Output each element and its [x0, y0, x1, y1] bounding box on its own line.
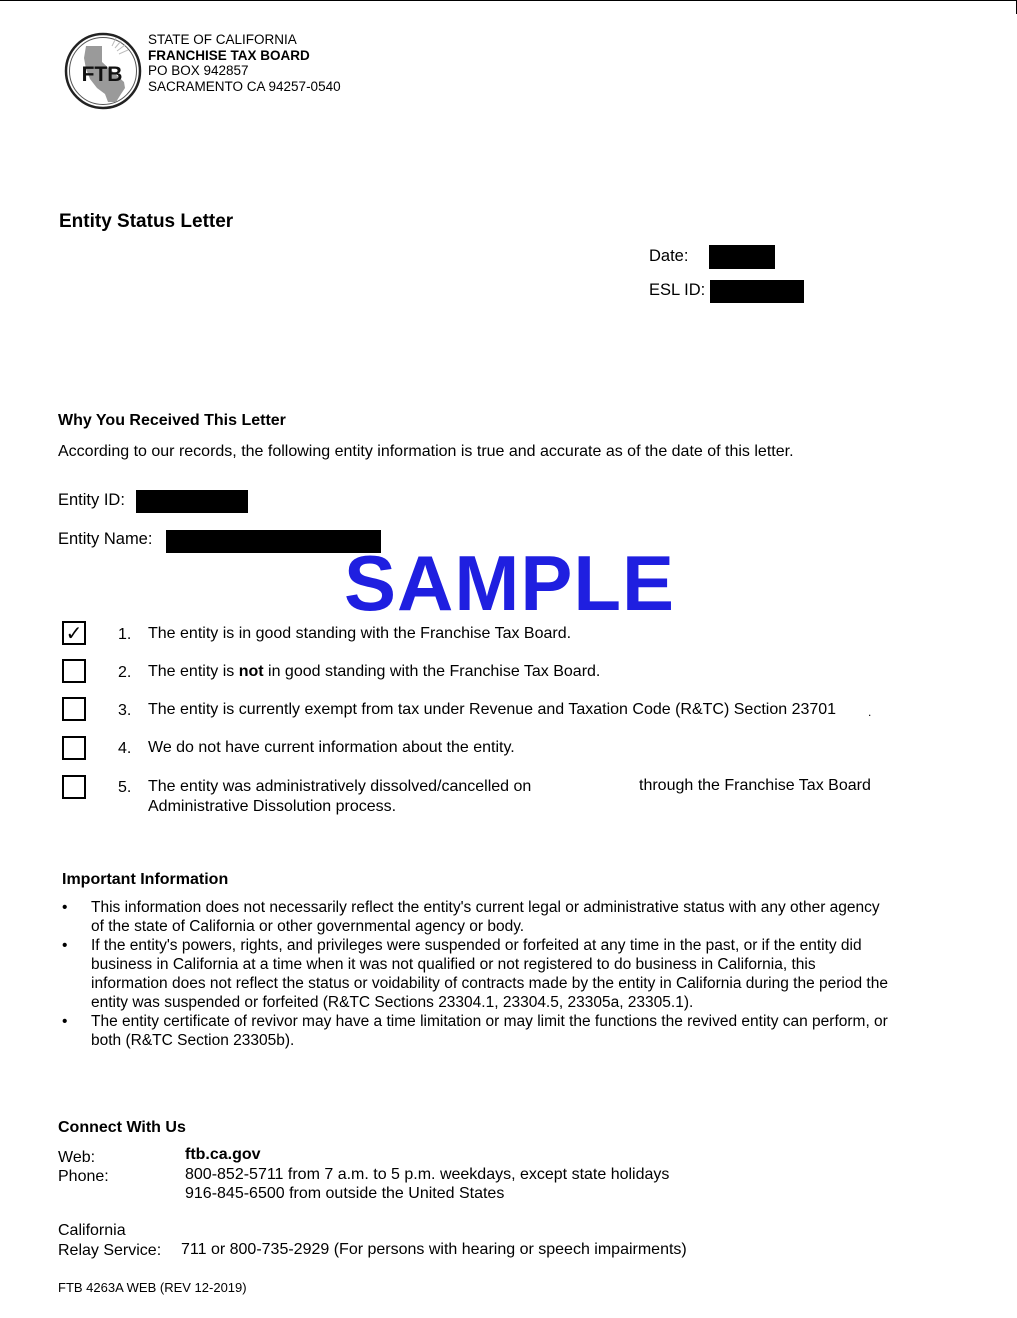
entity-id-label: Entity ID: [58, 491, 125, 509]
list-item [62, 898, 892, 936]
option-number-5: 5. [118, 779, 132, 796]
esl-id-label: ESL ID: [649, 281, 706, 299]
option-text-3: The entity is currently exempt from tax under Revenue and Taxation Code (R&TC) Section 23701 [148, 701, 837, 718]
bullet-icon: • [62, 937, 68, 954]
checkbox-good-standing[interactable]: ✓ [62, 621, 86, 645]
relay-label-line-2: Relay Service: [58, 1242, 162, 1259]
agency-line-city: SACRAMENTO CA 94257-0540 [148, 78, 341, 94]
option-number-4: 4. [118, 740, 132, 757]
list-item [62, 936, 892, 1012]
why-heading: Why You Received This Letter [58, 412, 286, 429]
option-text-4: We do not have current information about the entity. [148, 739, 515, 756]
important-bullet-list [62, 898, 892, 1050]
option-text-1: The entity is in good standing with the Franchise Tax Board. [148, 625, 572, 642]
sample-watermark: SAMPLE [344, 539, 676, 627]
phone-label: Phone: [58, 1168, 109, 1185]
option-number-1: 1. [118, 626, 132, 643]
entity-name-label: Entity Name: [58, 530, 153, 548]
web-label: Web: [58, 1149, 96, 1166]
option-text-5-line2: Administrative Dissolution process. [148, 798, 397, 815]
checkbox-not-good-standing[interactable] [62, 659, 86, 683]
agency-address [148, 32, 341, 94]
web-link[interactable]: ftb.ca.gov [185, 1146, 261, 1163]
option-text-5-right: through the Franchise Tax Board [639, 777, 871, 794]
bullet-icon: • [62, 899, 68, 916]
date-redaction [709, 245, 775, 269]
relay-value: 711 or 800-735-2929 (For persons with hearing or speech impairments) [181, 1241, 687, 1258]
option-text-2-a: The entity is [148, 663, 239, 680]
bullet-text: If the entity's powers, rights, and privileges were suspended or forfeited at any time in the past, or if the entity did business in California at a time when it was not qualified or not registered to do business in California, this information does not reflect the status or voidability of contracts made by the entity in California during the period the entity was suspended or forfeited (R&TC Sections 23304.1, 23304.5, 23305a, 23305.1). [91, 937, 888, 1011]
checkbox-dissolved[interactable] [62, 775, 86, 799]
option-text-2-bold: not [238, 663, 264, 680]
checkbox-exempt[interactable] [62, 697, 86, 721]
esl-id-redaction [710, 280, 804, 303]
important-heading: Important Information [62, 871, 229, 888]
option-text-3-suffix: . [868, 705, 872, 719]
option-text-2 [148, 662, 600, 682]
option-text-5: The entity was administratively dissolved/cancelled on [148, 778, 532, 795]
bullet-text: This information does not necessarily reflect the entity's current legal or administrative status with any other agency of the state of California or other governmental agency or body. [91, 899, 880, 935]
top-rule [0, 0, 1017, 1]
document-title: Entity Status Letter [59, 211, 234, 232]
phone-line-2: 916-845-6500 from outside the United States [185, 1185, 505, 1202]
list-item [62, 1012, 892, 1050]
date-label: Date: [649, 247, 689, 265]
option-number-3: 3. [118, 702, 132, 719]
checkbox-no-info[interactable] [62, 736, 86, 760]
relay-label-line-1: California [58, 1222, 126, 1239]
ftb-logo [64, 32, 142, 110]
agency-line-board: FRANCHISE TAX BOARD [148, 47, 310, 63]
why-text: According to our records, the following entity information is true and accurate as of the date of this letter. [58, 443, 794, 460]
agency-line-state: STATE OF CALIFORNIA [148, 32, 297, 47]
option-text-2-b: in good standing with the Franchise Tax Board. [263, 663, 601, 680]
phone-line-1: 800-852-5711 from 7 a.m. to 5 p.m. weekdays, except state holidays [185, 1166, 670, 1183]
entity-id-redaction [136, 490, 248, 513]
option-number-2: 2. [118, 664, 132, 681]
connect-heading: Connect With Us [58, 1119, 186, 1136]
form-number-footer: FTB 4263A WEB (REV 12-2019) [58, 1280, 247, 1295]
logo-text: FTB [81, 63, 123, 86]
bullet-icon: • [62, 1013, 68, 1030]
agency-line-pobox: PO BOX 942857 [148, 63, 249, 78]
bullet-text: The entity certificate of revivor may have a time limitation or may limit the functions the revived entity can perform, or both (R&TC Section 23305b). [91, 1013, 888, 1049]
